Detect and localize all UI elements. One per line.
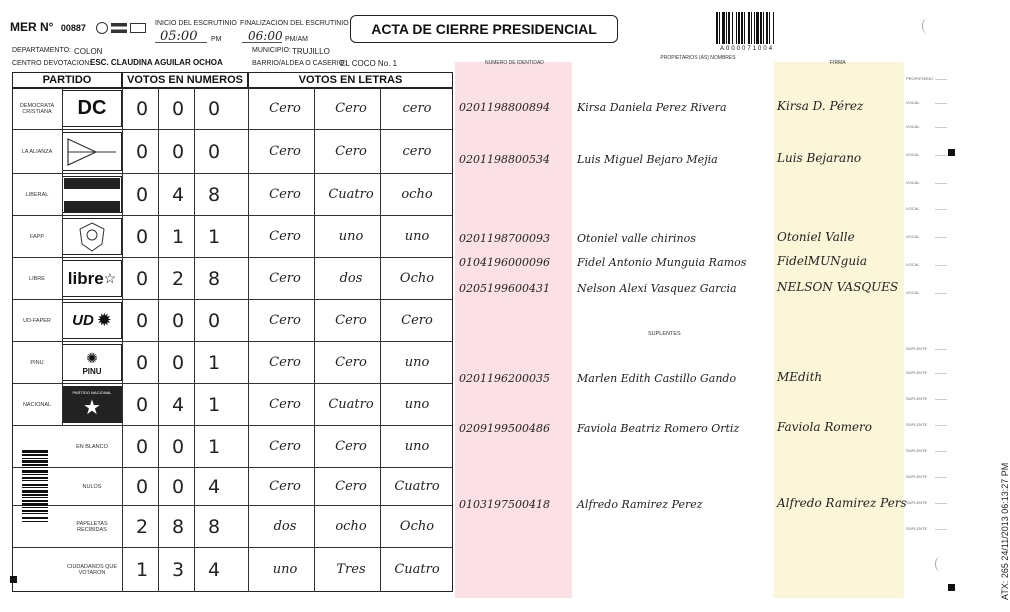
member-id: 0201198700093 [459, 232, 550, 245]
row-label: CIUDADANOS QUE VOTARON [66, 563, 118, 576]
slot-line [935, 183, 947, 184]
role-slot-label: VOCAL [906, 206, 920, 211]
vote-digit: 0 [135, 140, 149, 163]
ud-logo-icon: UD [72, 312, 94, 329]
slot-line [935, 425, 947, 426]
centro-value: ESC. CLAUDINA AGUILAR OCHOA [90, 58, 223, 67]
suplente-row [455, 418, 905, 442]
registration-mark-icon [948, 149, 955, 156]
sun-icon: ✹ [96, 310, 112, 330]
pinu-emblem-icon: ✺ [86, 349, 98, 366]
punch-mark-icon [922, 18, 933, 34]
party-name: PINU [30, 359, 44, 366]
vote-digit: 8 [171, 515, 185, 538]
inicio-suffix: PM [211, 36, 222, 43]
col-identidad: NUMERO DE IDENTIDAD [485, 60, 544, 66]
side-print-text [6, 218, 12, 288]
finalizacion-value: 06:00 [248, 29, 283, 43]
grid-line [62, 88, 63, 426]
vote-word: Cuatro [394, 562, 440, 577]
vote-digit: 1 [207, 225, 221, 248]
member-row [455, 252, 905, 276]
vote-digit: 0 [171, 309, 185, 332]
role-slot-label: VOCAL [906, 262, 920, 267]
inicio-value: 05:00 [160, 29, 198, 44]
vote-digit: 8 [207, 515, 221, 538]
role-slot-label: VOCAL [906, 100, 920, 105]
party-name: NACIONAL [22, 401, 52, 408]
member-name: Fidel Antonio Munguia Ramos [577, 256, 747, 269]
vote-digit: 0 [135, 267, 149, 290]
table-row [12, 258, 453, 300]
centro-label: CENTRO DEVOTACION: [12, 60, 92, 67]
slot-line [935, 529, 947, 530]
suplente-row [455, 368, 905, 392]
col-letras: VOTOS EN LETRAS [248, 72, 453, 88]
vote-digit: 0 [207, 309, 221, 332]
vote-word: Cero [335, 355, 367, 370]
nacional-logo-text: PARTIDO NACIONAL [72, 389, 112, 395]
member-id: 0201198800534 [459, 153, 550, 166]
slot-line [935, 79, 947, 80]
departamento-label: DEPARTAMENTO: [12, 47, 71, 54]
header-logos [96, 22, 148, 34]
star-icon: ☆ [103, 270, 117, 286]
member-id: 0205199600431 [459, 282, 550, 295]
vote-word: Cuatro [394, 479, 440, 494]
vote-digit: 1 [207, 435, 221, 458]
vote-word: Cero [401, 313, 433, 328]
party-logo [62, 218, 122, 255]
suplentes-label: SUPLENTES [648, 331, 681, 337]
vote-digit: 0 [135, 351, 149, 374]
vote-word: uno [272, 562, 298, 577]
member-name: Nelson Alexi Vasquez Garcia [577, 282, 737, 295]
party-logo [62, 344, 122, 381]
slot-line [935, 373, 947, 374]
vote-word: Cero [335, 479, 367, 494]
municipio-value: TRUJILLO [292, 47, 330, 56]
vote-digit: 0 [135, 475, 149, 498]
page-title: ACTA DE CIERRE PRESIDENCIAL [350, 15, 618, 43]
member-name: Kirsa Daniela Perez Rivera [577, 101, 727, 114]
table-row [12, 88, 453, 130]
party-name: DEMOCRATA CRISTIANA [19, 102, 55, 115]
vote-word: ocho [335, 519, 367, 534]
role-slot-label: SUPLENTE [906, 346, 928, 351]
dc-logo-icon: DC [77, 97, 107, 119]
slot-line [935, 155, 947, 156]
row-label: EN BLANCO [76, 443, 108, 450]
role-slot-label: VOCAL [906, 290, 920, 295]
vote-word: Cero [269, 479, 301, 494]
slot-line [935, 103, 947, 104]
vote-word: Cero [335, 101, 367, 116]
role-slot-label: SUPLENTE [906, 370, 928, 375]
col-nombres: PROPIETARIOS (AS) NOMBRES [660, 55, 736, 61]
role-slot-label: VOCAL [906, 234, 920, 239]
table-row [12, 342, 453, 384]
vote-digit: 0 [135, 97, 149, 120]
vote-word: Tres [336, 562, 366, 577]
vote-digit: 0 [171, 97, 185, 120]
vote-word: Cero [269, 187, 301, 202]
party-logo [62, 132, 122, 171]
member-signature: Luis Bejarano [777, 151, 862, 165]
vote-digit: 4 [171, 183, 185, 206]
grid-line [158, 88, 159, 592]
liberal-flag-icon [64, 178, 120, 212]
member-row [455, 97, 905, 121]
vote-digit: 0 [135, 435, 149, 458]
vote-digit: 0 [135, 309, 149, 332]
vote-digit: 0 [135, 393, 149, 416]
member-signature: Otoniel Valle [777, 230, 855, 244]
barrio-label: BARRIO/ALDEA O CASERIO: [252, 60, 347, 67]
table-row [12, 468, 453, 506]
member-signature: NELSON VASQUES [777, 280, 899, 294]
vote-word: Cero [269, 229, 301, 244]
suplente-name: Marlen Edith Castillo Gando [577, 372, 737, 385]
suplente-signature: MEdith [777, 370, 823, 384]
vote-digit: 8 [207, 267, 221, 290]
member-signature: FidelMUNguia [777, 254, 868, 268]
table-row [12, 216, 453, 258]
role-slot-label: SUPLENTE [906, 422, 928, 427]
mer-label: MER N° [10, 20, 54, 34]
party-name: FAPP [29, 233, 45, 240]
vote-digit: 0 [171, 475, 185, 498]
vote-word: Cuatro [328, 187, 374, 202]
tse-logo-icon [130, 23, 146, 33]
suplente-row [455, 494, 905, 518]
vote-word: Cero [335, 439, 367, 454]
vote-word: Cero [269, 355, 301, 370]
grid-line [122, 88, 123, 592]
col-firma: FIRMA [830, 60, 846, 66]
role-slot-label: SUPLENTE [906, 526, 928, 531]
slot-line [935, 451, 947, 452]
grid-line [248, 88, 249, 592]
party-name: LA ALIANZA [21, 148, 53, 155]
slot-line [935, 127, 947, 128]
table-row [12, 506, 453, 548]
slot-line [935, 477, 947, 478]
grid-line [380, 88, 381, 592]
alianza-logo-icon [66, 135, 118, 169]
vote-digit: 0 [171, 435, 185, 458]
member-row [455, 228, 905, 252]
member-id: 0104196000096 [459, 256, 550, 269]
finalizacion-suffix: PM/AM [285, 36, 308, 43]
table-row [12, 130, 453, 174]
vote-word: uno [404, 229, 430, 244]
suplente-id: 0201196200035 [459, 372, 550, 385]
vote-digit: 0 [171, 351, 185, 374]
footer-timestamp [990, 420, 1010, 600]
vote-word: Ocho [399, 519, 435, 534]
party-name: UD-FAPER [23, 317, 51, 324]
vote-digit: 1 [171, 225, 185, 248]
party-logo [62, 386, 122, 423]
member-id: 0201198800894 [459, 101, 550, 114]
grid-line [194, 88, 195, 592]
slot-line [935, 265, 947, 266]
barcode-top [716, 12, 804, 48]
suplente-signature: Alfredo Ramirez Pers [777, 496, 907, 510]
suplente-name: Faviola Beatriz Romero Ortiz [577, 422, 740, 435]
vote-digit: 3 [171, 558, 185, 581]
vote-digit: 1 [135, 558, 149, 581]
vote-word: Cuatro [328, 397, 374, 412]
vote-digit: 4 [207, 475, 221, 498]
slot-line [935, 237, 947, 238]
vote-word: Cero [269, 101, 301, 116]
votes-table [12, 72, 453, 592]
footer-timestamp-text: ATX: 265 24/11/2013 06:13:27 PM [1000, 462, 1010, 600]
vote-digit: 1 [207, 393, 221, 416]
role-slot-label: SUPLENTE [906, 500, 928, 505]
vote-word: ocho [401, 187, 433, 202]
vote-digit: 2 [135, 515, 149, 538]
suplente-signature: Faviola Romero [777, 420, 873, 434]
mer-number [10, 20, 86, 34]
row-label: PAPELETAS RECIBIDAS [76, 520, 108, 533]
suplente-name: Alfredo Ramirez Perez [577, 498, 703, 511]
vote-digit: 2 [171, 267, 185, 290]
member-name: Otoniel valle chirinos [577, 232, 696, 245]
table-row [12, 548, 453, 592]
vote-digit: 1 [207, 351, 221, 374]
party-logo [62, 176, 122, 213]
vote-word: Cero [269, 271, 301, 286]
party-name: LIBERAL [25, 191, 49, 198]
col-numeros: VOTOS EN NUMEROS [122, 72, 248, 88]
pinu-logo-text: PINU [82, 366, 102, 376]
registration-mark-icon [10, 576, 17, 583]
vote-word: uno [404, 397, 430, 412]
vote-digit: 8 [207, 183, 221, 206]
table-row [12, 300, 453, 342]
role-slot-label: PROPIETARIO [906, 76, 934, 81]
barcode-left [22, 450, 56, 570]
member-row [455, 278, 905, 302]
libre-logo-icon: libre [67, 268, 104, 288]
suplente-id: 0103197500418 [459, 498, 550, 511]
vote-word: Cero [269, 397, 301, 412]
vote-digit: 0 [135, 225, 149, 248]
faper-emblem-icon [72, 220, 112, 254]
slot-line [935, 349, 947, 350]
party-logo [62, 260, 122, 297]
role-slot-label: SUPLENTE [906, 474, 928, 479]
party-logo [62, 302, 122, 339]
vote-word: Cero [335, 313, 367, 328]
vote-word: Cero [335, 144, 367, 159]
row-label: NULOS [82, 483, 102, 490]
municipio-label: MUNICIPIO: [252, 47, 291, 54]
mer-value: 00887 [60, 23, 86, 33]
departamento-value: COLON [74, 47, 103, 56]
vote-word: Cero [269, 313, 301, 328]
finalizacion-label: FINALIZACION DEL ESCRUTINIO [240, 20, 349, 27]
role-slot-label: VOCAL [906, 152, 920, 157]
vote-word: Cero [269, 439, 301, 454]
member-name: Luis Miguel Bejaro Mejia [577, 153, 718, 166]
slot-line [935, 293, 947, 294]
vote-word: Ocho [399, 271, 435, 286]
vote-word: uno [404, 439, 430, 454]
punch-mark-icon [935, 556, 946, 572]
slot-line [935, 209, 947, 210]
vote-digit: 0 [207, 97, 221, 120]
role-slot-label: VOCAL [906, 124, 920, 129]
flag-icon [111, 23, 127, 33]
vote-word: uno [404, 355, 430, 370]
vote-digit: 4 [171, 393, 185, 416]
party-logo [62, 90, 122, 127]
slot-line [935, 399, 947, 400]
role-slot-label: SUPLENTE [906, 448, 928, 453]
barrio-value: EL COCO No. 1 [340, 59, 398, 68]
vote-word: cero [402, 144, 432, 159]
barcode-number: A000071004 [720, 46, 775, 52]
party-name: LIBRE [29, 275, 45, 282]
vote-digit: 0 [135, 183, 149, 206]
vote-digit: 0 [207, 140, 221, 163]
vote-word: dos [273, 519, 297, 534]
grid-line [314, 88, 315, 592]
slot-line [935, 503, 947, 504]
inicio-label: INICIO DEL ESCRUTINIO [155, 20, 237, 27]
table-row [12, 174, 453, 216]
vote-word: uno [338, 229, 364, 244]
member-signature: Kirsa D. Pérez [777, 99, 864, 113]
vote-word: dos [339, 271, 363, 286]
role-slot-label: VOCAL [906, 180, 920, 185]
star-icon: ★ [83, 396, 101, 419]
table-row [12, 384, 453, 426]
member-row [455, 149, 905, 173]
vote-word: cero [402, 101, 432, 116]
vote-digit: 0 [171, 140, 185, 163]
role-slot-label: SUPLENTE [906, 396, 928, 401]
registration-mark-icon [948, 584, 955, 591]
suplente-id: 0209199500486 [459, 422, 550, 435]
seal-icon [96, 22, 108, 34]
vote-word: Cero [269, 144, 301, 159]
col-partido: PARTIDO [12, 72, 122, 88]
vote-digit: 4 [207, 558, 221, 581]
table-row [12, 426, 453, 468]
